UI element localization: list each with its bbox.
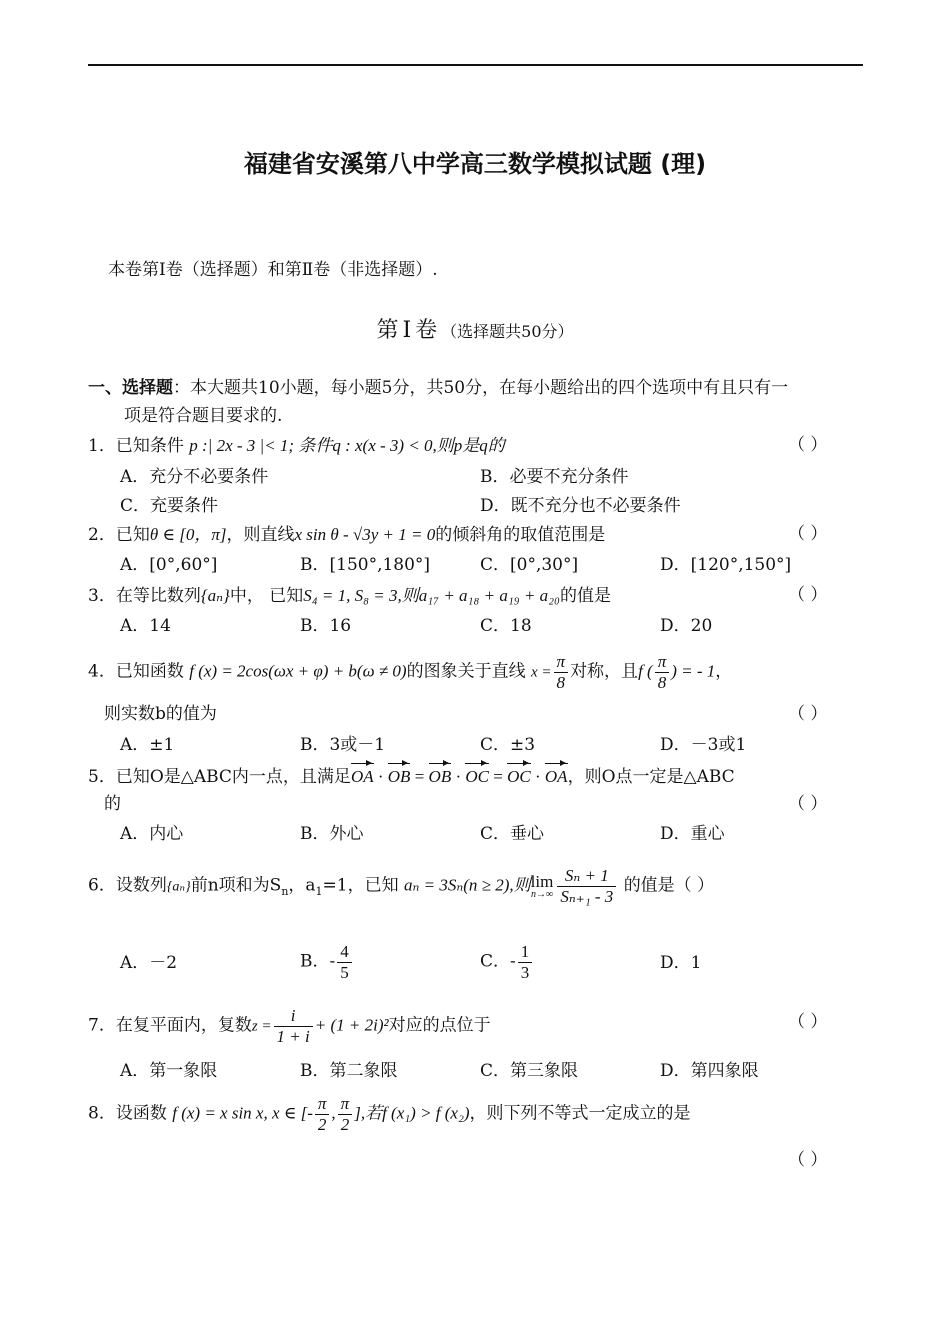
question-6: 6．设数列{aₙ}前n项和为$S_n$，$a_1=1$，已知 aₙ = 3Sₙ(n ≥ 2),则 lim n→∞ $\frac{\text{Sₙ + 1}}{\text{Sₙ₊₁ - 3}}$ 的值是（ ） [88, 866, 715, 906]
q3-option-b: B．16 [300, 616, 352, 636]
q5-option-c: C．垂心 [480, 824, 545, 844]
q3-sequence: {aₙ} [200, 586, 230, 605]
q1-number: 1． [88, 436, 116, 456]
q7-stem-end: 对应的点位于 [388, 1015, 491, 1036]
q4-f-open: f ( [638, 661, 653, 681]
q8-fraction-1 [315, 1094, 330, 1134]
vector-oa-2: OA [544, 767, 568, 786]
q3-answer-paren: （ ） [788, 585, 828, 605]
vector-oc: OC [465, 767, 490, 786]
vector-ob-2: OB [428, 767, 452, 786]
q5-answer-paren: （ ） [788, 794, 828, 814]
q6-option-b-label: B．- [300, 951, 336, 972]
q6-b-den: 5 [340, 962, 349, 982]
q4-x-equals: x = [531, 664, 552, 681]
q7-answer-paren: （ ） [788, 1012, 828, 1032]
q6-c-den: 3 [520, 962, 530, 982]
q6-number: 6． [88, 875, 116, 896]
q1-answer-paren: （ ） [788, 435, 828, 455]
question-7 [88, 1006, 491, 1046]
q8-answer-paren: （ ） [788, 1150, 828, 1170]
question-2 [88, 526, 605, 544]
q1-option-a: A．充分不必要条件 [120, 467, 269, 487]
q6-option-a: A．－2 [120, 953, 178, 973]
question-3 [88, 587, 611, 605]
q8-math-end: ],若f (x₁) > f (x₂) [354, 1103, 470, 1123]
q6-fraction [557, 866, 616, 906]
q3-stem-end: 的值是 [559, 586, 611, 606]
q4-comma: ， [715, 661, 733, 682]
q5-option-a: A．内心 [120, 824, 184, 844]
q7-option-a: A．第一象限 [120, 1061, 218, 1081]
q5-option-d: D．重心 [660, 824, 725, 844]
q6-lim-sub: n→∞ [530, 888, 554, 900]
q6-math: aₙ = 3Sₙ(n ≥ 2),则 [404, 875, 531, 895]
question-5: 5．已知O是△ABC内一点，且满足OA · OB = OB · OC = OC · OA，则O点一定是△ABC [88, 767, 735, 787]
q6-lim-word: lim [530, 871, 554, 891]
q4-frac2-den: 8 [657, 672, 667, 692]
q2-answer-paren: （ ） [788, 524, 828, 544]
q5-stem: 已知O是△ABC内一点，且满足 [115, 767, 351, 787]
part-heading [0, 320, 950, 342]
q4-math: f (x) = 2cos(ωx + φ) + b(ω ≠ 0) [189, 661, 407, 681]
q4-option-a: A．±1 [120, 735, 175, 755]
q6-option-c-label: C．- [480, 951, 516, 972]
q2-number: 2． [88, 525, 116, 545]
q1-option-d: D．既不充分也不必要条件 [480, 496, 681, 516]
q6-sequence: {aₙ} [166, 879, 191, 895]
q2-option-b: B．[150°,180°] [300, 555, 431, 575]
vector-oc-2: OC [507, 767, 531, 786]
q4-stem-mid: 的图象关于直线 [406, 661, 526, 682]
q7-stem: 在复平面内，复数 [115, 1015, 252, 1036]
q6-stem: 设数列 [115, 875, 167, 896]
q2-stem-end: 的倾斜角的取值范围是 [435, 525, 606, 545]
q4-frac-den: 8 [556, 672, 566, 692]
q2-stem: 已知 [115, 525, 150, 545]
q4-option-d: D．－3或1 [660, 735, 747, 755]
section-label: 一、选择题 [88, 378, 173, 398]
q6-stem-mid-3: =1，已知 [322, 875, 399, 896]
q4-option-b: B．3或－1 [300, 735, 386, 755]
q4-option-c: C．±3 [480, 735, 536, 755]
q5-option-b: B．外心 [300, 824, 364, 844]
q3-option-c: C．18 [480, 616, 532, 636]
q6-option-b [300, 942, 354, 982]
q7-option-c: C．第三象限 [480, 1061, 579, 1081]
q4-line-2: 则实数b的值为 [104, 704, 217, 724]
top-rule [88, 64, 863, 66]
q6-option-c [480, 942, 534, 982]
q8-fraction-2 [338, 1094, 353, 1134]
q4-frac2-num: π [655, 652, 670, 673]
q6-option-b-fraction [337, 942, 352, 982]
q2-option-d: D．[120°,150°] [660, 555, 792, 575]
q7-option-b: B．第二象限 [300, 1061, 398, 1081]
section-heading [88, 380, 788, 397]
section-text: ：本大题共10小题，每小题5分，共50分，在每小题给出的四个选项中有且只有一 [173, 378, 789, 398]
q4-f-close: ) = - 1 [671, 661, 716, 681]
q8-math: f (x) = x sin x, x ∈ [- [172, 1103, 313, 1123]
q6-limit [531, 873, 554, 900]
q4-frac-num: π [554, 652, 569, 673]
q6-c-num: 1 [518, 942, 533, 963]
q7-fraction [274, 1006, 313, 1046]
question-1 [88, 437, 505, 455]
question-8 [88, 1094, 691, 1134]
q2-math-2: x sin θ - √3y + 1 = 0 [294, 525, 436, 544]
q4-answer-paren: （ ） [788, 704, 828, 724]
q3-number: 3． [88, 586, 116, 606]
q3-math: S₄ = 1, S₈ = 3,则a₁₇ + a₁₈ + a₁₉ + a₂₀ [303, 586, 560, 605]
q6-stem-mid: 前n项和为S [190, 875, 282, 896]
q6-stem-mid-2: ，a [288, 875, 316, 896]
q3-option-a: A．14 [120, 616, 171, 636]
q2-math-1: θ ∈ [0，π] [149, 525, 227, 544]
q1-option-c: C．充要条件 [120, 496, 219, 516]
q4-number: 4． [88, 661, 116, 682]
q6-option-c-fraction [518, 942, 533, 982]
q8-frac2-den: 2 [340, 1114, 350, 1134]
q8-frac2-num: π [338, 1094, 353, 1115]
q7-number: 7． [88, 1015, 116, 1036]
page-title: 福建省安溪第八中学高三数学模拟试题 (理) [243, 150, 707, 178]
q4-stem-mid-2: 对称，且 [570, 661, 639, 682]
section-text-2: 项是符合题目要求的. [124, 406, 283, 426]
q7-math-rest: + (1 + 2i)² [314, 1015, 389, 1035]
q8-frac1-den: 2 [317, 1114, 327, 1134]
q3-stem: 在等比数列 [115, 586, 201, 606]
part-note: （选择题共50分） [441, 322, 574, 341]
q7-frac-num: i [274, 1006, 313, 1027]
q4-fraction-2 [655, 652, 670, 692]
q4-fraction [554, 652, 569, 692]
q6-frac-num: Sₙ + 1 [557, 866, 616, 887]
q6-b-num: 4 [337, 942, 352, 963]
q2-option-a: A．[0°,60°] [120, 555, 218, 575]
q3-option-d: D．20 [660, 616, 713, 636]
q8-frac1-num: π [315, 1094, 330, 1115]
q4-stem: 已知函数 [115, 661, 184, 682]
q5-number: 5． [88, 767, 116, 787]
vector-oa: OA [350, 767, 374, 786]
vector-ob: OB [387, 767, 411, 786]
q8-stem-end: ，则下列不等式一定成立的是 [469, 1103, 691, 1124]
q8-stem: 设函数 [115, 1103, 167, 1124]
q1-stem: 已知条件 [115, 436, 184, 456]
q6-frac-den: Sₙ₊₁ - 3 [560, 886, 614, 906]
q2-option-c: C．[0°,30°] [480, 555, 579, 575]
q6-option-d: D．1 [660, 953, 702, 973]
q3-stem-mid: 中， 已知 [229, 586, 304, 606]
q7-option-d: D．第四象限 [660, 1061, 759, 1081]
question-4 [88, 652, 732, 692]
q6-stem-end: 的值是（ ） [623, 875, 715, 896]
q7-frac-den: 1 + i [276, 1026, 310, 1046]
q5-stem-end: ，则O点一定是△ABC [567, 767, 735, 787]
q1-option-b: B．必要不充分条件 [480, 467, 629, 487]
q8-number: 8． [88, 1103, 116, 1124]
q7-z-equals: z = [251, 1018, 272, 1035]
q1-math: p :| 2x - 3 |< 1; 条件q : x(x - 3) < 0,则p是q的 [189, 436, 505, 455]
q8-comma: , [331, 1103, 336, 1123]
part-label: 第Ⅰ卷 [376, 318, 442, 343]
q5-line-2: 的 [104, 794, 121, 814]
intro-text: 本卷第Ⅰ卷（选择题）和第Ⅱ卷（非选择题）. [108, 260, 438, 280]
q2-stem-mid: ，则直线 [226, 525, 295, 545]
